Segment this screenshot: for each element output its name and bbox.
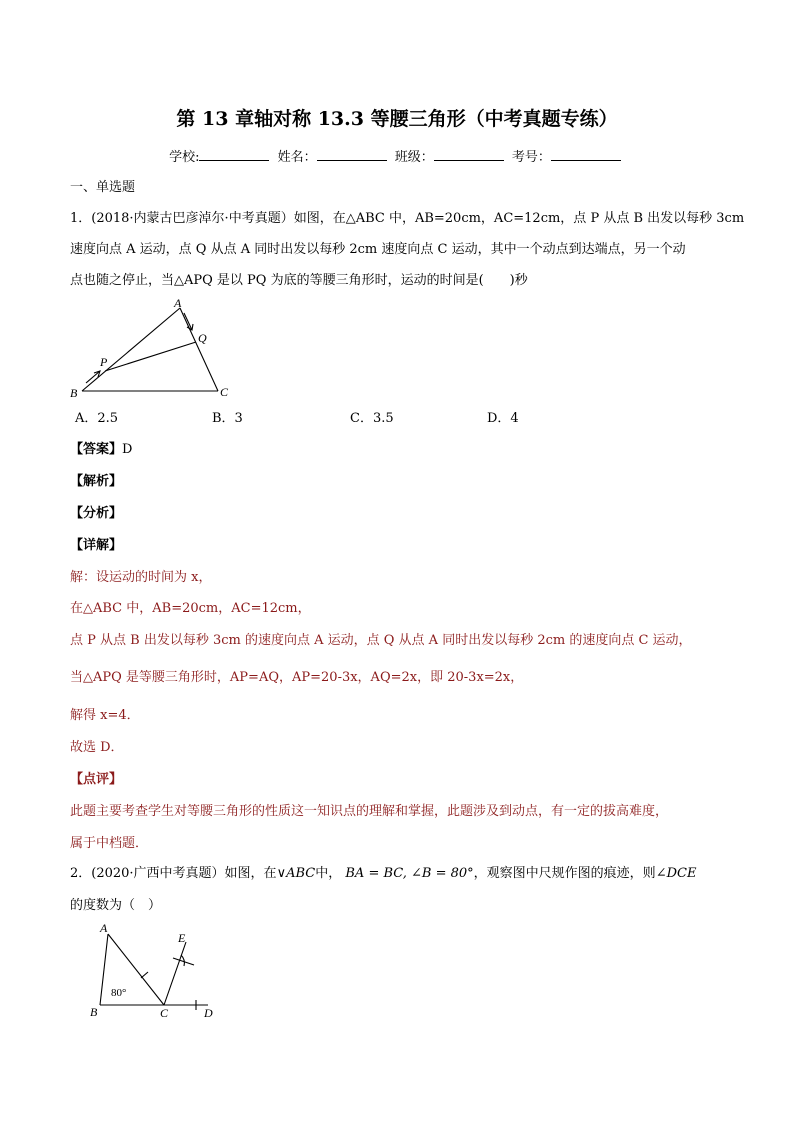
q2-line2: 的度数为（ ） xyxy=(70,898,162,913)
q1-solution-line1: 解：设运动的时间为 x， xyxy=(70,570,212,585)
q1-answer-row xyxy=(70,442,132,458)
dianping-tag: 【点评】 xyxy=(70,772,123,787)
q2-label-a: A xyxy=(100,921,108,935)
q1-line2: 速度向点 A 运动，点 Q 从点 A 同时出发以每秒 2cm 速度向点 C 运动，其中一个动点到达端点，另一个动 xyxy=(70,242,686,257)
school-blank xyxy=(199,148,269,161)
q1-solution-line4: 当△APQ 是等腰三角形时，AP=AQ，AP=20-3x，AQ=2x，即 20-3x=2x， xyxy=(70,670,524,685)
q1-label-c: C xyxy=(220,385,229,399)
q1-option-a: A．2.5 xyxy=(75,411,119,426)
q2-line1-c: 中， xyxy=(315,866,342,881)
q1-solution-line2: 在△ABC 中，AB=20cm，AC=12cm， xyxy=(70,601,311,616)
q1-option-b: B．3 xyxy=(212,411,243,426)
number-label: 考号： xyxy=(511,150,551,165)
q2-label-d: D xyxy=(204,1006,213,1020)
q2-triangle-symbol: ∨ABC xyxy=(276,866,316,881)
number-blank xyxy=(551,148,621,161)
name-blank xyxy=(317,148,387,161)
name-label: 姓名： xyxy=(277,150,317,165)
class-blank xyxy=(434,148,504,161)
q2-angle-label: 80° xyxy=(111,987,127,999)
student-info-line xyxy=(0,146,794,165)
q2-label-c: C xyxy=(160,1006,169,1020)
q1-comment-line2: 属于中档题． xyxy=(70,836,149,851)
q2-line1 xyxy=(70,866,696,882)
answer-value: D xyxy=(122,442,133,457)
q1-label-b: B xyxy=(70,386,78,400)
q1-option-c: C．3.5 xyxy=(350,411,394,426)
answer-tag: 【答案】 xyxy=(70,442,123,457)
q1-label-q: Q xyxy=(198,331,207,345)
q1-solution-line5: 解得 x=4． xyxy=(70,708,140,723)
q2-condition: BA = BC, ∠B = 80° xyxy=(345,866,474,881)
q2-line1-a: 2．(2020·广西中考真题）如图，在 xyxy=(70,866,277,881)
q2-label-e: E xyxy=(178,931,186,945)
q1-line3: 点也随之停止，当△APQ 是以 PQ 为底的等腰三角形时，运动的时间是( )秒 xyxy=(70,273,528,288)
section-heading: 一、单选题 xyxy=(70,180,136,195)
q1-solution-line3: 点 P 从点 B 出发以每秒 3cm 的速度向点 A 运动，点 Q 从点 A 同时出发以每秒 2cm 的速度向点 C 运动， xyxy=(70,633,692,648)
q2-angle-dce: ∠DCE xyxy=(655,866,697,881)
q1-triangle-figure xyxy=(70,296,240,402)
jiexi-tag: 【解析】 xyxy=(70,474,123,489)
q1-solution-line6: 故选 D． xyxy=(70,740,124,755)
q2-label-b: B xyxy=(90,1005,98,1019)
q2-construction-figure xyxy=(84,920,224,1020)
q2-line1-e: ，观察图中尺规作图的痕迹，则 xyxy=(473,866,656,881)
q1-line1: 1．(2018·内蒙古巴彦淖尔·中考真题）如图，在△ABC 中，AB=20cm，AC=12cm，点 P 从点 B 出发以每秒 3cm xyxy=(70,211,745,226)
q1-label-p: P xyxy=(100,355,108,369)
fenxi-tag: 【分析】 xyxy=(70,506,123,521)
q1-option-d: D．4 xyxy=(487,411,519,426)
q1-label-a: A xyxy=(174,296,182,310)
q1-comment-line1: 此题主要考查学生对等腰三角形的性质这一知识点的理解和掌握，此题涉及到动点，有一定的拔高难度， xyxy=(70,804,669,819)
xiangjie-tag: 【详解】 xyxy=(70,538,123,553)
page-title: 第 13 章轴对称 13.3 等腰三角形（中考真题专练） xyxy=(176,108,618,130)
school-label: 学校: xyxy=(169,150,200,165)
class-label: 班级： xyxy=(394,150,434,165)
